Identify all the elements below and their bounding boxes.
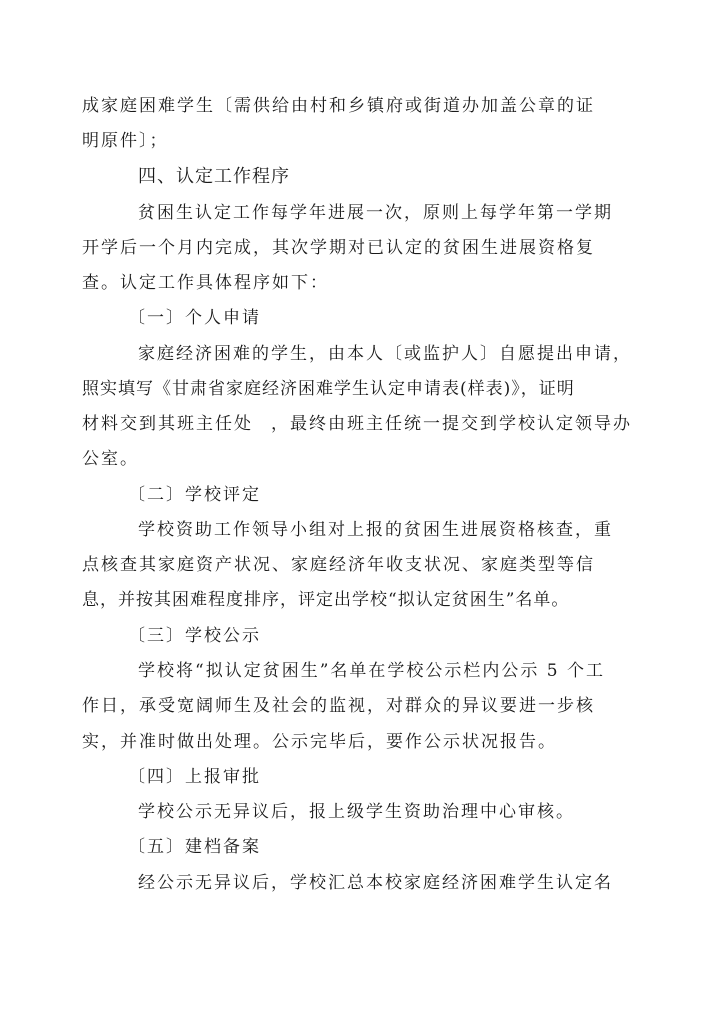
paragraph-line: 经公示无异议后，学校汇总本校家庭经济困难学生认定名: [138, 873, 613, 893]
paragraph-line: 学校资助工作领导小组对上报的贫困生进展资格核查，重: [138, 520, 613, 540]
paragraph-line: 家庭经济困难的学生，由本人〔或监护人〕自愿提出申请，: [138, 344, 632, 364]
paragraph-line: 明原件〕；: [82, 131, 169, 151]
paragraph-line: 公室。: [82, 449, 139, 469]
paragraph-line: 开学后一个月内完成，其次学期对已认定的贫困生进展资格复: [82, 238, 595, 258]
paragraph-line: 贫困生认定工作每学年进展一次，原则上每学年第一学期: [138, 203, 613, 223]
paragraph-line: 作日，承受宽阔师生及社会的监视，对群众的异议要进一步核: [82, 696, 595, 716]
paragraph-line: 查。认定工作具体程序如下：: [82, 273, 329, 293]
paragraph-line: 照实填写《甘肃省家庭经济困难学生认定申请表(样表)》，证明: [82, 379, 575, 399]
paragraph-line: [82, 413, 632, 435]
section-heading: 四、认定工作程序: [138, 166, 290, 187]
paragraph-text: ，最终由班主任统一提交到学校认定领导办: [271, 414, 632, 434]
subsection-heading: 〔三〕学校公示: [128, 626, 261, 646]
subsection-heading: 〔四〕上报审批: [128, 767, 261, 787]
paragraph-line: 实，并准时做出处理。公示完毕后，要作公示状况报告。: [82, 732, 557, 752]
subsection-heading: 〔二〕学校评定: [128, 485, 261, 505]
paragraph-line: 学校将“拟认定贫困生”名单在学校公示栏内公示 5 个工: [138, 661, 606, 681]
paragraph-line: 学校公示无异议后，报上级学生资助治理中心审核。: [138, 802, 575, 822]
paragraph-line: 息，并按其困难程度排序，评定出学校“拟认定贫困生”名单。: [82, 590, 570, 610]
paragraph-line: 点核查其家庭资产状况、家庭经济年收支状况、家庭类型等信: [82, 555, 595, 575]
paragraph-line: 成家庭困难学生〔需供给由村和乡镇府或街道办加盖公章的证: [82, 96, 595, 116]
subsection-heading: 〔五〕建档备案: [128, 837, 261, 857]
subsection-heading: 〔一〕个人申请: [128, 308, 261, 328]
paragraph-text: 材料交到其班主任处: [82, 414, 253, 434]
